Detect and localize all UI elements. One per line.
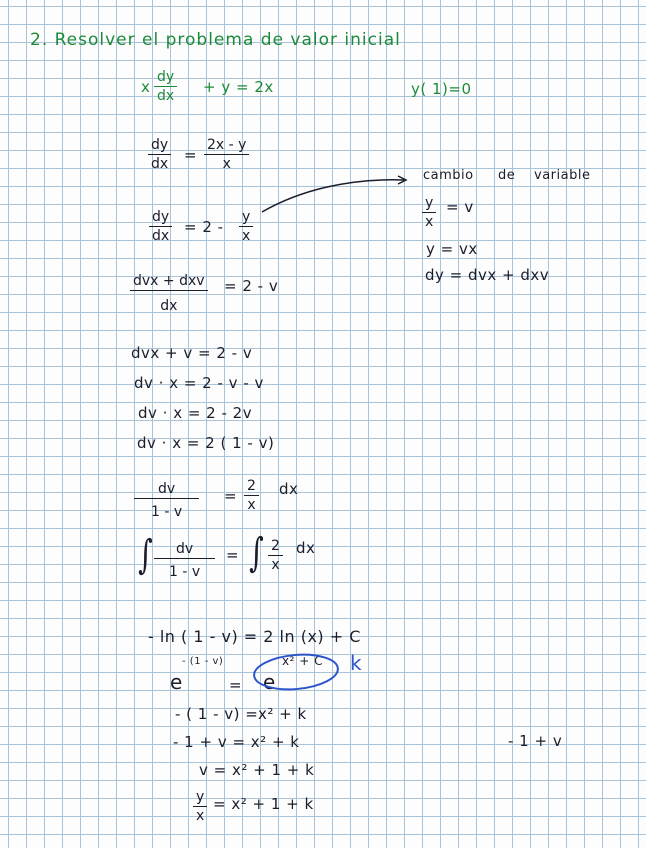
step8-rhs-num: 2 xyxy=(247,478,256,494)
step8-dx: dx xyxy=(279,480,299,498)
step14: v = x² + 1 + k xyxy=(199,761,315,779)
step9-integral-left: ∫ xyxy=(138,532,153,578)
step4: dvx + v = 2 - v xyxy=(131,344,253,362)
ode-derivative xyxy=(154,68,177,105)
step2-rhs-num: y xyxy=(242,209,251,225)
step11-k-label: k xyxy=(350,651,363,675)
step2-lhs-den: dx xyxy=(152,228,170,244)
step11-base-left: e xyxy=(170,670,183,694)
sub1-num: y xyxy=(425,195,434,211)
step15-rhs: = x² + 1 + k xyxy=(213,795,314,813)
step3-lhs-den: dx xyxy=(160,298,178,314)
step2-rhs-den: x xyxy=(242,228,251,244)
step2-lhs xyxy=(149,208,172,245)
step10: - ln ( 1 - v) = 2 ln (x) + C xyxy=(148,627,361,646)
ode-rhs: + y = 2x xyxy=(203,78,274,96)
step2-middle: = 2 - xyxy=(184,218,224,236)
step9-lhs-num: dv xyxy=(176,541,194,557)
step8-lhs-num: dv xyxy=(158,481,176,497)
step3-rhs: = 2 - v xyxy=(224,277,279,295)
change-label: cambio xyxy=(423,168,474,183)
step12-rhs: x² + k xyxy=(258,705,307,723)
step9-lhs-den: 1 - v xyxy=(169,564,201,580)
fraction-bar xyxy=(134,498,199,499)
step1-rhs xyxy=(204,136,249,173)
step1-lhs-num: dy xyxy=(151,137,169,153)
sub1-rhs: = v xyxy=(446,198,474,216)
initial-condition: y( 1)=0 xyxy=(411,80,472,98)
step6: dv · x = 2 - 2v xyxy=(138,404,253,422)
step9-equals: = xyxy=(226,546,240,564)
fraction-bar xyxy=(130,290,208,291)
step11-exp-right: x² + C xyxy=(282,654,323,668)
step1-rhs-den: x xyxy=(222,156,231,172)
ode-derivative-den: dx xyxy=(157,88,175,104)
step1-rhs-num: 2x - y xyxy=(207,137,247,153)
step1-lhs-den: dx xyxy=(151,156,169,172)
sub1-lhs xyxy=(422,194,436,231)
step5: dv · x = 2 - v - v xyxy=(134,374,264,392)
step2-rhs xyxy=(239,208,253,245)
step8-lhs xyxy=(134,480,199,521)
step15-lhs-num: y xyxy=(196,789,205,805)
step9-rhs-num: 2 xyxy=(271,538,280,554)
arrow-curve xyxy=(262,180,404,212)
step8-rhs xyxy=(244,477,259,514)
step8-lhs-den: 1 - v xyxy=(151,504,183,520)
step13: - 1 + v = x² + k xyxy=(173,733,300,751)
step8-rhs-den: x xyxy=(247,497,256,513)
step12-lhs: - ( 1 - v) = xyxy=(175,705,259,723)
step3-lhs xyxy=(130,272,208,315)
step1-equals: = xyxy=(184,146,198,164)
sub1-den: x xyxy=(425,214,434,230)
problem-title: 2. Resolver el problema de valor inicial xyxy=(30,30,401,50)
step9-integral-right: ∫ xyxy=(249,530,264,576)
fraction-bar xyxy=(154,558,215,559)
step11-base-right: e xyxy=(263,670,276,694)
step9-rhs-den: x xyxy=(271,557,280,573)
arrow-head xyxy=(398,176,406,184)
step8-equals: = xyxy=(224,487,238,505)
step1-lhs xyxy=(148,136,171,173)
sub3: dy = dvx + dxv xyxy=(425,266,550,284)
change-de: de xyxy=(498,168,516,183)
step11-exp-left: - (1 - v) xyxy=(182,656,224,667)
step7: dv · x = 2 ( 1 - v) xyxy=(137,434,275,452)
ode-x: x xyxy=(141,78,151,96)
step9-lhs xyxy=(154,540,215,581)
step9-rhs xyxy=(268,537,283,574)
ode-derivative-num: dy xyxy=(157,69,175,85)
side-note: - 1 + v xyxy=(508,732,563,750)
step11-equals: = xyxy=(229,676,243,694)
step15-lhs xyxy=(193,788,207,825)
step9-dx: dx xyxy=(296,539,316,557)
step2-lhs-num: dy xyxy=(152,209,170,225)
change-variable: variable xyxy=(534,168,591,183)
sub2: y = vx xyxy=(426,240,478,258)
step3-lhs-num: dvx + dxv xyxy=(133,273,205,289)
step15-lhs-den: x xyxy=(196,808,205,824)
